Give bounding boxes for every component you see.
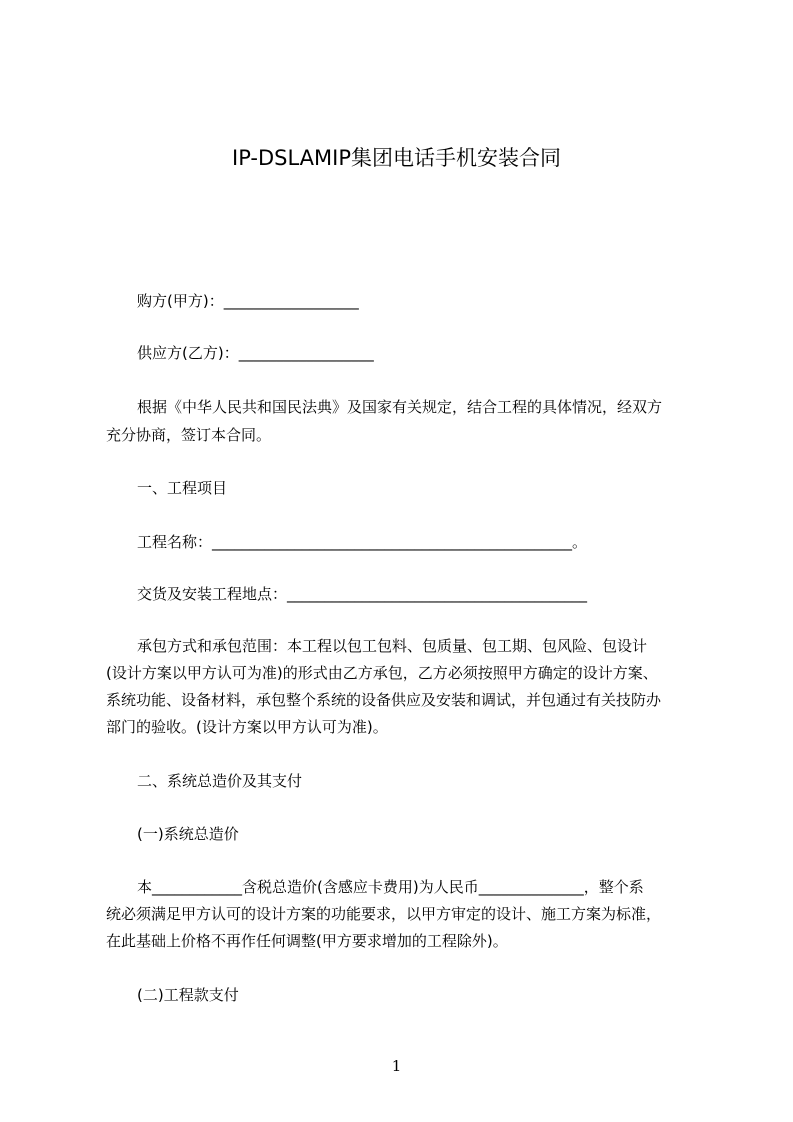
price-line-2: 统必须满足甲方认可的设计方案的功能要求，以甲方审定的设计、施工方案为标准， (106, 905, 662, 923)
project-name-line: 工程名称：________________________________________________。 (137, 533, 588, 551)
page-number: 1 (391, 1057, 402, 1075)
scope-line-2: (设计方案以甲方认可为准)的形式由乙方承包，乙方必须按照甲方确定的设计方案、 (106, 664, 658, 682)
supplier-line: 供应方(乙方)：__________________ (137, 344, 374, 362)
scope-line-4: 部门的验收。(设计方案以甲方认可为准)。 (106, 718, 388, 736)
scope-line-3: 系统功能、设备材料，承包整个系统的设备供应及安装和调试，并包通过有关技防办 (106, 691, 662, 709)
site-line: 交货及安装工程地点：________________________________________ (137, 585, 588, 603)
section-1-heading: 一、工程项目 (137, 479, 228, 497)
intro-line-1: 根据《中华人民共和国民法典》及国家有关规定，结合工程的具体情况，经双方 (137, 398, 663, 416)
sub-section-2-heading: (二)工程款支付 (137, 986, 239, 1004)
document-title: IP-DSLAMIP集团电话手机安装合同 (232, 146, 561, 170)
price-line-3: 在此基础上价格不再作任何调整(甲方要求增加的工程除外)。 (106, 932, 508, 950)
price-line-1: 本____________含税总造价(含感应卡费用)为人民币______________，整个系 (137, 878, 644, 896)
intro-line-2: 充分协商，签订本合同。 (106, 426, 272, 444)
sub-section-1-heading: (一)系统总造价 (137, 825, 239, 843)
section-2-heading: 二、系统总造价及其支付 (137, 772, 303, 790)
scope-line-1: 承包方式和承包范围：本工程以包工包料、包质量、包工期、包风险、包设计 (137, 637, 648, 655)
buyer-line: 购方(甲方)：__________________ (137, 292, 359, 310)
